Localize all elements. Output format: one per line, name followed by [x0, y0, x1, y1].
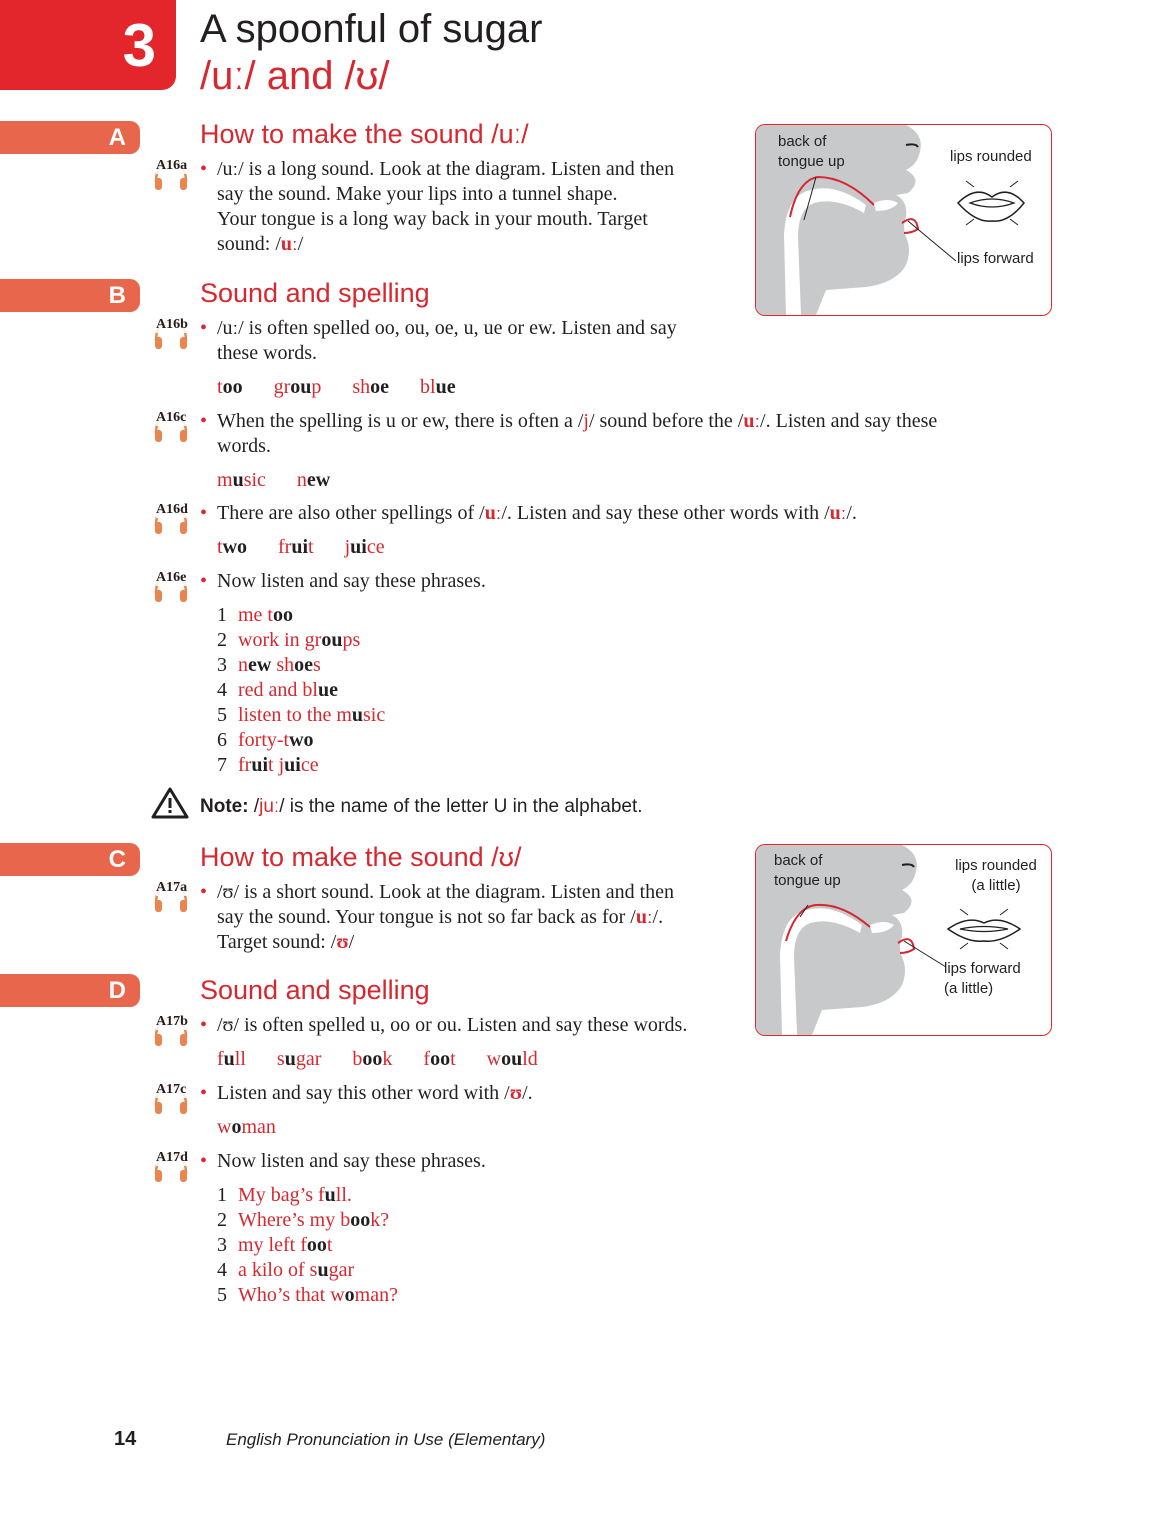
text-line: /.	[522, 1082, 533, 1104]
phonetic-symbol: ʊ	[509, 1082, 523, 1104]
label-back-of-tongue: back of tongue up	[778, 133, 845, 170]
note-text: /	[248, 796, 260, 817]
section-tab-d: D	[0, 974, 140, 1007]
phrase-item: 2 work in groups	[217, 629, 361, 651]
text-line: /. Listen and say these other words with /	[501, 502, 830, 524]
phonetic-symbol: j	[583, 410, 589, 432]
text-line: Your tongue is a long way back in your mouth. Target	[217, 208, 648, 230]
track-label: A17a	[156, 880, 188, 895]
word-item: book	[352, 1048, 393, 1070]
word-item: fruit	[278, 536, 314, 558]
text-line: / sound before the /	[588, 410, 744, 432]
word-item: blue	[420, 376, 456, 398]
unit-subtitle: /uː/ and /ʊ/	[200, 54, 390, 98]
text-line: Target sound: /	[217, 931, 337, 953]
word-item: music	[217, 469, 266, 491]
track-label: A16c	[156, 410, 187, 425]
section-heading-b: Sound and spelling	[200, 278, 430, 308]
track-label: A17d	[156, 1150, 188, 1165]
paragraph-a16b: • /uː/ is often spelled oo, ou, oe, u, ue or ew. Listen and say these words.	[200, 317, 677, 364]
phonetic-symbol: ʊ	[336, 931, 349, 953]
word-list-d2	[217, 1115, 302, 1140]
text-line: say the sound. Make your lips into a tunnel shape.	[217, 183, 618, 205]
phrase-item: 5 Who’s that woman?	[217, 1284, 398, 1306]
text-line: Now listen and say these phrases.	[217, 570, 486, 592]
word-list-b1	[217, 375, 482, 400]
note	[150, 786, 643, 826]
track-label: A17b	[156, 1014, 188, 1029]
paragraph-a16d: • There are also other spellings of /uː/. Listen and say these other words with /uː/.	[200, 502, 857, 524]
text-line: /uː/ is often spelled oo, ou, oe, u, ue or ew. Listen and say	[217, 317, 677, 339]
text-line: /.	[846, 502, 857, 524]
track-label: A17c	[156, 1082, 187, 1097]
text-line: /ʊ/ is often spelled u, oo or ou. Listen and say these words.	[217, 1014, 688, 1036]
section-tab-c: C	[0, 843, 140, 876]
mouth-diagram-long-u	[755, 124, 1052, 316]
phrase-item: 5 listen to the music	[217, 704, 386, 726]
paragraph-a17b: • /ʊ/ is often spelled u, oo or ou. Listen and say these words.	[200, 1014, 688, 1036]
word-item: juice	[344, 536, 385, 558]
word-item: sugar	[276, 1048, 322, 1070]
text-line: words.	[217, 435, 271, 457]
audio-track-a16b[interactable]	[152, 317, 192, 349]
word-item: foot	[423, 1048, 456, 1070]
text-line: /	[297, 233, 304, 255]
label-lips-forward: lips forward (a little)	[944, 960, 1021, 997]
section-heading-c: How to make the sound /ʊ/	[200, 842, 522, 872]
phonetic-symbol: uː	[743, 410, 761, 432]
phrase-item: 1 me too	[217, 604, 293, 626]
audio-track-a17b[interactable]	[152, 1014, 192, 1046]
text-line: Listen and say this other word with /	[217, 1082, 510, 1104]
text-line: When the spelling is u or ew, there is often a /	[217, 410, 584, 432]
label-back-of-tongue: back of tongue up	[774, 852, 841, 889]
phrase-list-uu	[217, 603, 385, 778]
paragraph-a17d: • Now listen and say these phrases.	[200, 1150, 486, 1172]
paragraph-a16a: • /uː/ is a long sound. Look at the diagram. Listen and then say the sound. Make your lips into a tunnel shape. Your tongue is a long way back in your mouth. Target sound: /uː/	[200, 158, 675, 255]
phonetic-symbol: uː	[829, 502, 847, 524]
audio-track-a17a[interactable]	[152, 880, 192, 912]
word-item: would	[486, 1048, 538, 1070]
text-line: /. Listen and say these	[760, 410, 938, 432]
paragraph-a16c: • When the spelling is u or ew, there is often a /j/ sound before the /uː/. Listen and say these words.	[200, 410, 938, 457]
word-item: new	[296, 469, 331, 491]
section-tab-a: A	[0, 121, 140, 154]
phonetic-symbol: uː	[635, 906, 653, 928]
phonetic-symbol: uː	[280, 233, 298, 255]
phrase-item: 1 My bag’s full.	[217, 1184, 352, 1206]
text-line: /ʊ/ is a short sound. Look at the diagram. Listen and then	[217, 881, 675, 903]
track-label: A16b	[156, 317, 188, 332]
word-list-b3	[217, 535, 411, 560]
phrase-item: 7 fruit juice	[217, 754, 319, 776]
phrase-item: 2 Where’s my book?	[217, 1209, 390, 1231]
word-item: shoe	[352, 376, 390, 398]
track-label: A16d	[156, 502, 188, 517]
warning-triangle-icon	[150, 786, 190, 820]
audio-track-a16a[interactable]	[152, 158, 192, 190]
text-line: say the sound. Your tongue is not so far back as for /	[217, 906, 636, 928]
label-lips-rounded: lips rounded (a little)	[955, 857, 1037, 894]
phrase-item: 4 a kilo of sugar	[217, 1259, 355, 1281]
word-item: too	[217, 376, 243, 398]
text-line: /uː/ is a long sound. Look at the diagram. Listen and then	[217, 158, 675, 180]
section-heading-a: How to make the sound /uː/	[200, 119, 529, 149]
audio-track-a16e[interactable]	[152, 570, 192, 602]
audio-track-a16d[interactable]	[152, 502, 192, 534]
paragraph-a17a: • /ʊ/ is a short sound. Look at the diagram. Listen and then say the sound. Your tongue is not so far back as for /uː/. Target sound: /ʊ/	[200, 881, 675, 953]
word-item: group	[273, 376, 322, 398]
section-heading-d: Sound and spelling	[200, 975, 430, 1005]
word-item: woman	[217, 1116, 276, 1138]
audio-track-a17d[interactable]	[152, 1150, 192, 1182]
text-line: /.	[652, 906, 664, 928]
phonetic-symbol: uː	[484, 502, 502, 524]
note-label: Note:	[200, 796, 249, 817]
page-number: 14	[114, 1428, 137, 1450]
phrase-list-u	[217, 1183, 398, 1308]
track-label: A16e	[156, 570, 187, 585]
unit-title: A spoonful of sugar	[200, 7, 543, 51]
unit-number-tab	[0, 0, 176, 90]
section-tab-b: B	[0, 279, 140, 312]
label-lips-rounded: lips rounded	[950, 148, 1032, 165]
paragraph-a17c: • Listen and say this other word with /ʊ/.	[200, 1082, 533, 1104]
phrase-item: 3 my left foot	[217, 1234, 333, 1256]
word-list-b2	[217, 468, 356, 493]
text-line: There are also other spellings of /	[217, 502, 485, 524]
audio-track-a16c[interactable]	[152, 410, 192, 442]
phrase-item: 6 forty-two	[217, 729, 314, 751]
mouth-diagram-short-u	[755, 844, 1052, 1036]
word-item: two	[217, 536, 248, 558]
paragraph-a16e: • Now listen and say these phrases.	[200, 570, 486, 592]
unit-number: 3	[122, 11, 156, 79]
label-lips-forward: lips forward	[957, 250, 1034, 267]
track-label: A16a	[156, 158, 188, 173]
phonetic-symbol: juː	[259, 796, 280, 817]
text-line: these words.	[217, 342, 317, 364]
word-list-d1	[217, 1047, 564, 1072]
text-line: Now listen and say these phrases.	[217, 1150, 486, 1172]
book-title: English Pronunciation in Use (Elementary)	[226, 1430, 546, 1449]
phrase-item: 3 new shoes	[217, 654, 321, 676]
word-item: full	[217, 1048, 246, 1070]
text-line: /	[348, 931, 355, 953]
text-line: sound: /	[217, 233, 281, 255]
phrase-item: 4 red and blue	[217, 679, 338, 701]
note-text: / is the name of the letter U in the alphabet.	[279, 796, 643, 817]
audio-track-a17c[interactable]	[152, 1082, 192, 1114]
